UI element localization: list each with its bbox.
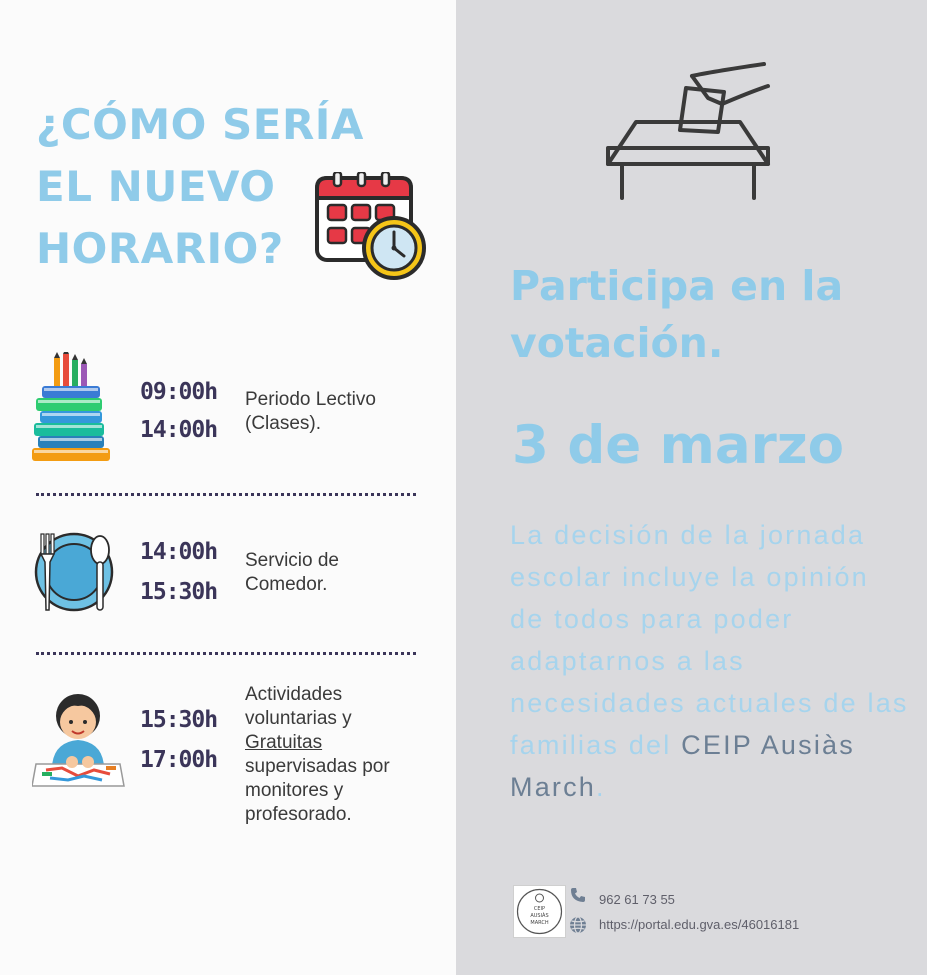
ballot-box-icon: [600, 58, 776, 206]
body-text: La decisión de la jornada escolar incluye la opinión de todos para poder adaptarnos a las necesidades actuales de las familias del: [510, 520, 909, 760]
vote-date: 3 de marzo: [512, 415, 845, 476]
school-seal-icon: [514, 886, 565, 937]
page-title: [36, 94, 364, 280]
schedule-description: [245, 683, 425, 827]
phone-icon: [570, 887, 586, 903]
logo-text: CEIP: [533, 906, 546, 912]
underlined-text: Gratuitas: [245, 732, 323, 753]
title-line: ¿CÓMO SERÍA: [36, 100, 364, 149]
start-time: 14:00h: [140, 539, 218, 565]
website-link[interactable]: https://portal.edu.gva.es/46016181: [599, 917, 800, 932]
school-name: CEIP Ausiàs March: [510, 730, 855, 802]
dotted-divider: [36, 652, 416, 655]
phone-number: 962 61 73 55: [599, 892, 675, 907]
plate-cutlery-icon: [34, 532, 114, 612]
vote-call: Participa en la votación.: [510, 262, 844, 367]
body-paragraph: [510, 514, 910, 808]
logo-text: MARCH: [530, 920, 549, 926]
end-time: 15:30h: [140, 579, 218, 605]
body-end: .: [596, 772, 606, 802]
dotted-divider: [36, 493, 416, 496]
calendar-clock-icon: [314, 172, 428, 282]
title-line: EL NUEVO: [36, 162, 276, 211]
globe-icon: [569, 916, 587, 934]
child-drawing-icon: [32, 686, 126, 790]
schedule-description: Servicio de Comedor.: [245, 550, 339, 595]
title-line: HORARIO?: [36, 224, 284, 273]
start-time: 09:00h: [140, 379, 218, 405]
books-pencils-icon: [32, 352, 114, 464]
end-time: 14:00h: [140, 417, 218, 443]
end-time: 17:00h: [140, 747, 218, 773]
logo-text: AUSIÀS: [530, 913, 549, 919]
description-text: Actividades voluntarias y: [245, 684, 352, 729]
start-time: 15:30h: [140, 707, 218, 733]
school-logo: [513, 885, 566, 938]
description-text: supervisadas por monitores y profesorado.: [245, 756, 390, 825]
schedule-description: Periodo Lectivo (Clases).: [245, 389, 376, 434]
